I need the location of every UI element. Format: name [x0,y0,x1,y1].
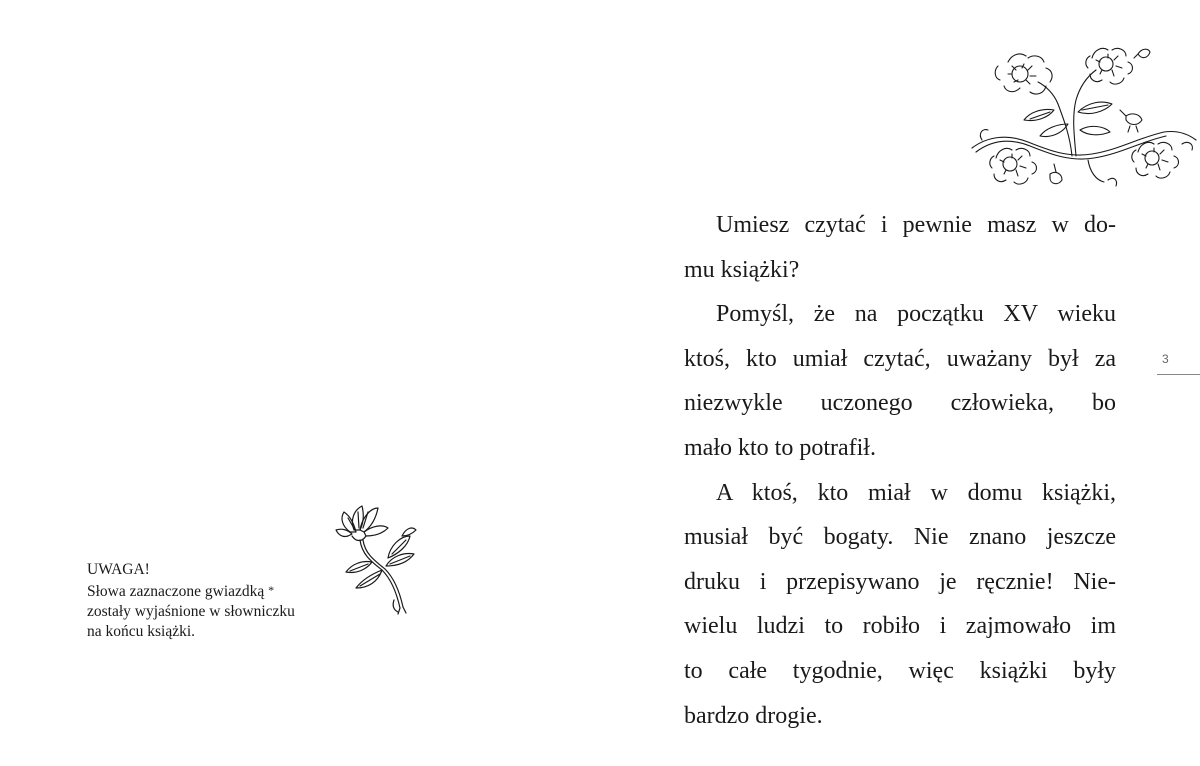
text-line: bardzo drogie. [684,702,823,729]
text-line: mało kto to potrafił. [684,434,876,461]
text-line: ktoś, kto umiał czytać, uważany był za [684,345,1116,372]
main-text [684,203,1116,738]
text-line: Umiesz czytać i pewnie masz w do- [716,212,1116,238]
text-line: Pomyśl, że na początku XV wieku [716,301,1116,328]
page-number-rule [1157,374,1200,375]
text-line: musiał być bogaty. Nie znano jeszcze [684,524,1116,551]
text-line: to całe tygodnie, więc książki były [684,657,1116,684]
text-line: A ktoś, kto miał w domu książki, [716,479,1116,506]
page-number: 3 [1162,352,1169,366]
note-line-3: na końcu książki. [87,623,196,640]
text-line: niezwykle uczonego człowieka, bo [684,390,1116,417]
note-heading: UWAGA! [87,561,150,578]
glossary-note [87,560,347,642]
star-marker: * [268,583,275,597]
floral-branch-icon [968,40,1200,200]
note-line-1-text: Słowa zaznaczone gwiazdką [87,583,265,600]
flower-ornament-icon [332,500,422,615]
right-page [600,0,1200,766]
text-line: mu książki? [684,256,800,283]
text-line: wielu ludzi to robiło i zajmowało im [684,613,1116,640]
note-line-1 [87,580,347,602]
text-line: druku i przepisywano je ręcznie! Nie- [684,568,1116,595]
note-line-2: zostały wyjaśnione w słowniczku [87,603,295,620]
